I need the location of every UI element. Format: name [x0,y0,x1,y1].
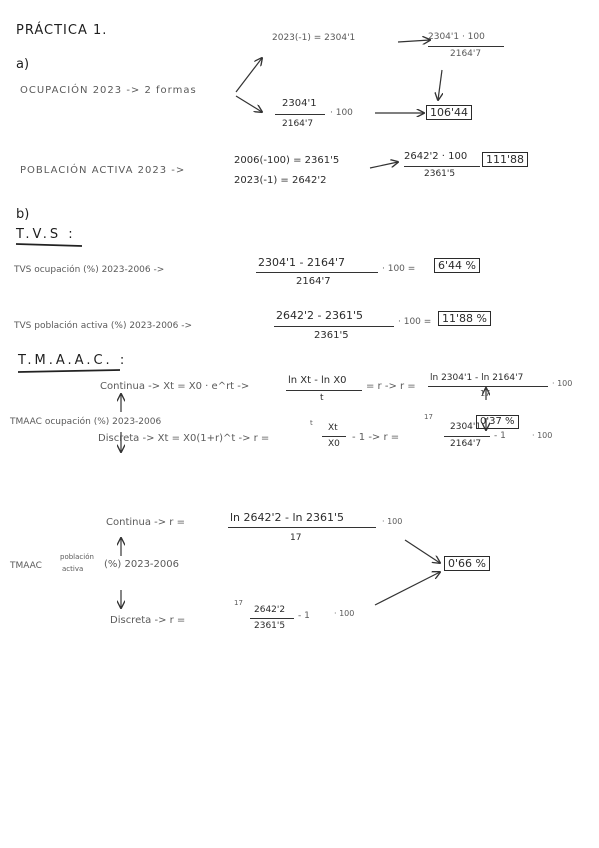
continua-equals: = r -> r = [366,381,416,392]
discreta-root-index: t [310,419,313,427]
ocupacion-bottom-mult: · 100 [330,108,353,118]
tmaac-poblacion-discreta: Discreta -> r = [110,615,186,626]
section-a-label: a) [16,57,30,72]
ocupacion-top-equation: 2023(-1) = 2304'1 [272,33,356,43]
page-title: PRÁCTICA 1. [16,23,108,38]
ocupacion-top-frac-den: 2164'7 [450,49,482,59]
tmaac-ocupacion-result-box: 0'37 % [476,415,519,429]
tmaac-ocupacion-label: TMAAC ocupación (%) 2023-2006 [10,417,162,427]
tmaac-poblacion-result-box: 0'66 % [444,556,490,571]
poblacion-continua-num: ln 2642'2 - ln 2361'5 [230,511,345,524]
tvs-poblacion-frac-num: 2642'2 - 2361'5 [276,309,363,322]
ocupacion-result-box: 106'44 [426,105,472,120]
section-b-label: b) [16,207,30,222]
continua-frac-num: ln Xt - ln X0 [288,375,347,386]
tvs-ocupacion-frac-num: 2304'1 - 2164'7 [258,256,345,269]
poblacion-discreta-index: 17 [234,599,243,607]
tmaac-poblacion-label-bottom: activa [62,565,84,573]
tvs-ocupacion-label: TVS ocupación (%) 2023-2006 -> [14,265,165,275]
discreta-r-minus: - 1 [494,431,506,441]
tmaac-ocupacion-continua: Continua -> Xt = X0 · e^rt -> [100,381,250,392]
tmaac-poblacion-label-post: (%) 2023-2006 [104,559,179,570]
poblacion-continua-den: 17 [290,533,302,543]
continua-r-num: ln 2304'1 - ln 2164'7 [430,373,524,383]
poblacion-discreta-mult: · 100 [334,609,355,618]
tvs-ocupacion-mult: · 100 = [382,264,416,274]
tmaac-poblacion-continua: Continua -> r = [106,517,185,528]
discreta-r-num: 2304'1 [450,422,482,432]
continua-r-mult: · 100 [552,379,573,388]
continua-r-den: 17 [480,389,491,398]
discreta-root-den: X0 [328,439,340,449]
ocupacion-top-frac-num: 2304'1 · 100 [428,32,485,42]
poblacion-activa-text: POBLACIÓN ACTIVA 2023 -> [20,165,186,176]
poblacion-frac-num: 2642'2 · 100 [404,151,468,162]
ocupacion-2023-text: OCUPACIÓN 2023 -> 2 formas [20,85,197,96]
tvs-poblacion-label: TVS población activa (%) 2023-2006 -> [14,321,193,331]
tmaac-poblacion-label-pre: TMAAC [10,561,42,571]
discreta-r-den: 2164'7 [450,439,482,449]
poblacion-result-box: 111'88 [482,152,528,167]
discreta-minus-one: - 1 -> r = [352,432,400,443]
discreta-text: Discreta -> Xt = X0(1+r)^t -> r = [98,433,270,444]
poblacion-discreta-den: 2361'5 [254,621,286,631]
ocupacion-bottom-frac-den: 2164'7 [282,119,314,129]
ocupacion-bottom-frac-num: 2304'1 [282,98,317,109]
tvs-poblacion-frac-den: 2361'5 [314,330,349,341]
discreta-r-index: 17 [424,413,433,421]
poblacion-equation-1: 2006(-100) = 2361'5 [234,155,340,166]
continua-frac-den: t [320,393,324,403]
poblacion-frac-den: 2361'5 [424,169,456,179]
discreta-root-num: Xt [328,423,338,433]
tvs-ocupacion-result-box: 6'44 % [434,258,480,273]
poblacion-continua-mult: · 100 [382,517,403,526]
tmaac-heading: T.M.A.A.C. : [18,353,128,368]
tvs-heading: T.V.S : [16,227,76,242]
poblacion-discreta-minus: - 1 [298,611,310,621]
tmaac-poblacion-label-top: población [60,553,94,561]
poblacion-equation-2: 2023(-1) = 2642'2 [234,175,327,186]
tvs-ocupacion-frac-den: 2164'7 [296,276,331,287]
tvs-poblacion-mult: · 100 = [398,317,432,327]
tvs-poblacion-result-box: 11'88 % [438,311,491,326]
discreta-r-mult: · 100 [532,431,553,440]
poblacion-discreta-num: 2642'2 [254,605,286,615]
